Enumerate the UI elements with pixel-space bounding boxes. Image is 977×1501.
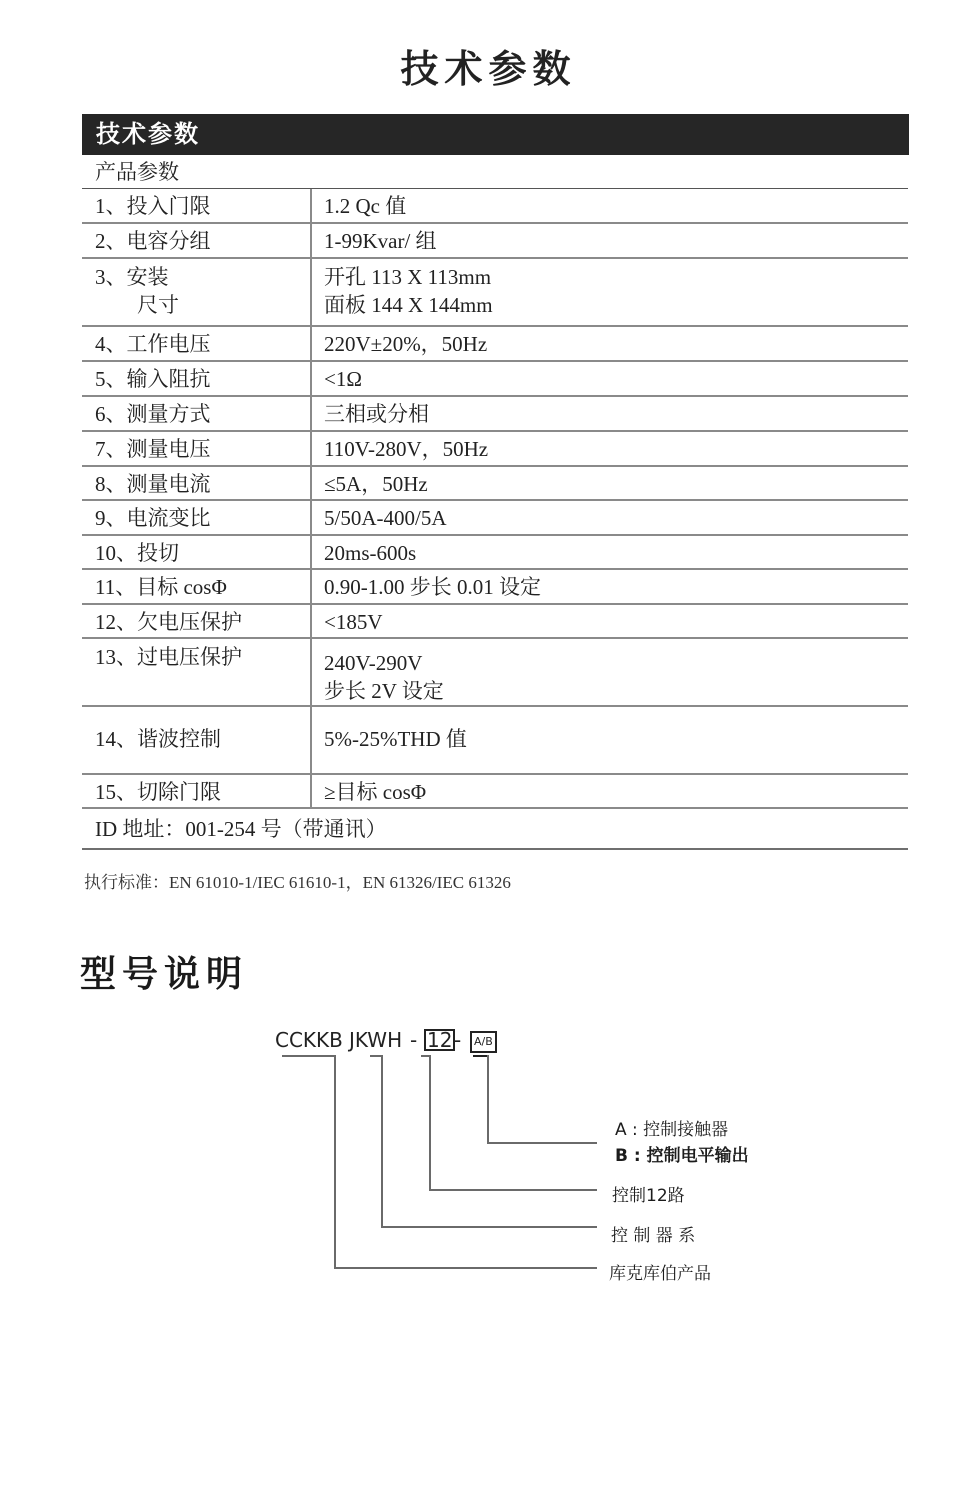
spec-label <box>82 259 310 325</box>
spec-group-label: 产品参数 <box>95 160 179 184</box>
spec-row <box>82 605 908 639</box>
spec-value-line: 5/50A-400/5A <box>324 506 447 530</box>
spec-label <box>82 362 310 395</box>
spec-row <box>82 259 908 327</box>
id-address-row <box>82 809 908 850</box>
model-code-dash-1: - <box>410 1028 418 1052</box>
model-code-series: JKWH <box>349 1028 403 1052</box>
spec-row <box>82 536 908 570</box>
spec-label <box>82 501 310 534</box>
spec-label-line: 15、切除门限 <box>95 780 221 804</box>
model-code-channels: 12 <box>424 1029 455 1051</box>
spec-value <box>310 362 908 395</box>
spec-label <box>82 432 310 465</box>
spec-group-row <box>82 155 908 189</box>
spec-label-line: 10、投切 <box>95 541 179 565</box>
spec-value-line: 1.2 Qc 值 <box>324 194 407 218</box>
spec-label-line: 7、测量电压 <box>95 437 211 461</box>
spec-row <box>82 432 908 467</box>
bracket-prefix-top <box>282 1055 336 1057</box>
bracket-channels-horizontal <box>429 1189 597 1191</box>
spec-label <box>82 605 310 637</box>
model-code-channels-box <box>424 1027 455 1053</box>
spec-label-line: 2、电容分组 <box>95 229 211 253</box>
spec-label <box>82 570 310 603</box>
spec-label <box>82 639 310 705</box>
spec-value <box>310 707 908 773</box>
spec-value <box>310 536 908 568</box>
spec-label-line: 尺寸 <box>95 293 179 317</box>
spec-value <box>310 327 908 360</box>
spec-row <box>82 362 908 397</box>
spec-value <box>310 775 908 807</box>
spec-value-line: <185V <box>324 610 383 634</box>
bracket-output-vertical <box>487 1055 489 1144</box>
spec-value <box>310 467 908 499</box>
spec-label-line: 12、欠电压保护 <box>95 610 242 634</box>
spec-value-line: 220V±20%，50Hz <box>324 332 488 356</box>
spec-value-line: 三相或分相 <box>324 402 429 426</box>
model-section-title: 型号说明 <box>80 954 249 995</box>
spec-value-line: 20ms-600s <box>324 541 417 565</box>
spec-value-line: 面板 144 X 144mm <box>324 293 493 317</box>
spec-label-line: 13、过电压保护 <box>95 645 242 669</box>
spec-label <box>82 467 310 499</box>
spec-label <box>82 775 310 807</box>
spec-value-line: 240V-290V <box>324 651 423 675</box>
spec-value <box>310 501 908 534</box>
spec-row <box>82 189 908 224</box>
spec-label-line: 5、输入阻抗 <box>95 367 211 391</box>
model-code-output-box <box>470 1027 497 1053</box>
spec-label <box>82 397 310 430</box>
spec-row <box>82 467 908 501</box>
spec-value <box>310 189 908 222</box>
desc-channels: 控制12路 <box>612 1186 685 1206</box>
spec-row <box>82 775 908 809</box>
bracket-channels-vertical <box>429 1055 431 1191</box>
spec-table <box>82 155 908 850</box>
spec-row <box>82 570 908 605</box>
spec-value-line: 5%-25%THD 值 <box>324 727 467 751</box>
spec-row <box>82 224 908 259</box>
standard-note: 执行标准：EN 61010-1/IEC 61610-1，EN 61326/IEC 61326 <box>84 873 511 892</box>
model-code-prefix: CCKKB <box>275 1028 343 1052</box>
spec-value-line: 110V-280V，50Hz <box>324 437 489 461</box>
spec-label <box>82 327 310 360</box>
spec-label-line: 8、测量电流 <box>95 472 211 496</box>
spec-label <box>82 707 310 773</box>
bracket-series-vertical <box>381 1055 383 1228</box>
bracket-series-horizontal <box>381 1226 597 1228</box>
spec-value-line: 1-99Kvar/ 组 <box>324 229 437 253</box>
spec-value <box>310 224 908 257</box>
spec-label-line: 14、谐波控制 <box>95 727 221 751</box>
spec-value <box>310 432 908 465</box>
bracket-output-horizontal <box>487 1142 597 1144</box>
spec-row <box>82 397 908 432</box>
spec-value <box>310 570 908 603</box>
desc-series: 控 制 器 系 <box>611 1226 696 1246</box>
spec-row <box>82 639 908 707</box>
spec-label-line: 4、工作电压 <box>95 332 211 356</box>
spec-value <box>310 605 908 637</box>
spec-label-line: 6、测量方式 <box>95 402 211 426</box>
spec-label-line: 9、电流变比 <box>95 506 211 530</box>
spec-label-line: 11、目标 cosΦ <box>95 575 227 599</box>
desc-prefix: 库克库伯产品 <box>609 1264 711 1284</box>
spec-label-line: 1、投入门限 <box>95 194 211 218</box>
spec-section-header: 技术参数 <box>82 114 909 155</box>
bracket-prefix-vertical <box>334 1055 336 1269</box>
desc-output-a: A : 控制接触器 <box>615 1120 729 1140</box>
page-title: 技术参数 <box>400 47 577 91</box>
spec-row <box>82 327 908 362</box>
spec-value-line: 步长 2V 设定 <box>324 679 444 703</box>
spec-value-line: 开孔 113 X 113mm <box>324 265 492 289</box>
spec-value <box>310 639 908 705</box>
spec-label <box>82 224 310 257</box>
spec-value-line: ≥目标 cosΦ <box>324 780 427 804</box>
spec-value-line: 0.90-1.00 步长 0.01 设定 <box>324 575 541 599</box>
spec-row <box>82 707 908 775</box>
id-address-text: ID 地址：001-254 号（带通讯） <box>95 817 387 841</box>
spec-value <box>310 397 908 430</box>
model-code-output: A/B <box>470 1031 497 1053</box>
desc-output-b: B : 控制电平输出 <box>615 1146 749 1166</box>
spec-value-line: <1Ω <box>324 367 362 391</box>
bracket-prefix-horizontal <box>334 1267 597 1269</box>
spec-label <box>82 536 310 568</box>
model-code-dash-2: - <box>454 1028 462 1052</box>
spec-label-line: 3、安装 <box>95 265 169 289</box>
spec-value <box>310 259 908 325</box>
spec-label <box>82 189 310 222</box>
spec-row <box>82 501 908 536</box>
spec-value-line: ≤5A，50Hz <box>324 472 428 496</box>
